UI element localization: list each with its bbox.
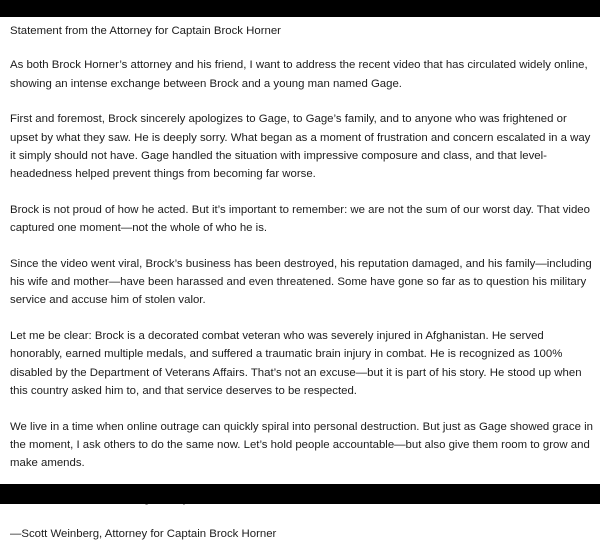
statement-document: [10, 22, 595, 544]
paragraph-not-proud: Brock is not proud of how he acted. But it’s important to remember: we are not the sum of our worst day. That video captured one moment—not the whole of who he is.: [10, 203, 590, 235]
bottom-black-bar: [0, 484, 600, 504]
paragraph-outrage: We live in a time when online outrage can quickly spiral into personal destruction. But just as Gage showed grace in the moment, I ask others to do the same now. Let’s hold people accountable—but also give them room to grow and make amends.: [10, 420, 593, 470]
paragraph-intro: As both Brock Horner’s attorney and his friend, I want to address the recent video that has circulated widely online, showing an intense exchange between Brock and a young man named Gage.: [10, 59, 588, 90]
paragraph-service: Let me be clear: Brock is a decorated combat veteran who was severely injured in Afghanistan. He served honorably, earned multiple medals, and suffered a traumatic brain injury in combat. He is recognized as 100% disabled by the Department of Veterans Affairs. That’s not an excuse—but it is part of his story. He stood up when this country asked him to, and that service deserves to be respected.: [10, 329, 582, 398]
statement-title: Statement from the Attorney for Captain Brock Horner: [10, 25, 281, 37]
paragraph-consequences: Since the video went viral, Brock’s business has been destroyed, his reputation damaged, and his family—including his wife and mother—have been harassed and even threatened. Some have gone so far as to question his military service and accuse him of stolen valor.: [10, 257, 592, 307]
signature-line: —Scott Weinberg, Attorney for Captain Brock Horner: [10, 528, 277, 541]
top-black-bar: [0, 0, 600, 17]
paragraph-apology: First and foremost, Brock sincerely apologizes to Gage, to Gage’s family, and to anyone who was frightened or upset by what they saw. He is deeply sorry. What began as a moment of frustration and concern escalated in a way it simply should not have. Gage handled the situation with impressive composure and class, and that level-headedness helped prevent things from becoming far worse.: [10, 113, 591, 181]
